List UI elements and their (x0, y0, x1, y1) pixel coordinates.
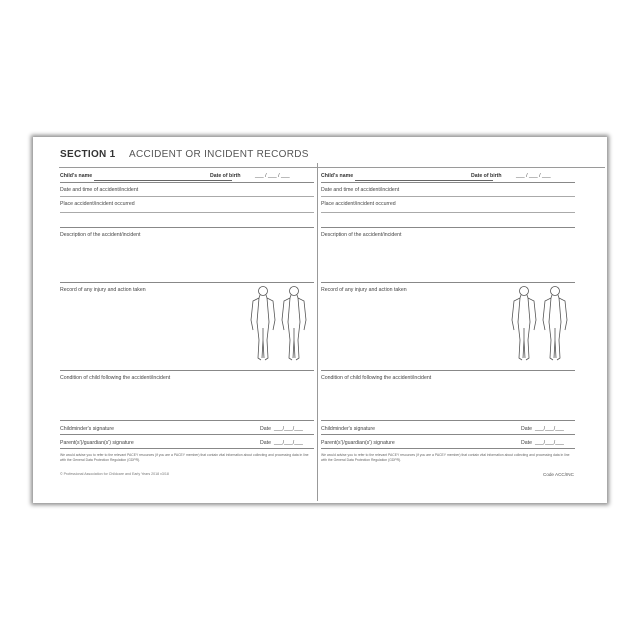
page-fold-divider (317, 163, 318, 501)
body-front-back-icon (509, 284, 571, 364)
row-rule (321, 434, 575, 435)
date-label: Date (521, 440, 532, 446)
parent-signature-label: Parent(s')/guardian(s') signature (321, 440, 395, 446)
row-rule (321, 212, 575, 213)
row-rule (321, 182, 575, 183)
childminder-signature-label: Childminder's signature (321, 426, 376, 432)
childs-name-label: Child's name (321, 173, 354, 179)
date-of-birth-field[interactable]: ___ / ___ / ___ (516, 173, 551, 179)
childs-name-field[interactable] (94, 180, 232, 181)
date-time-label: Date and time of accident/incident (321, 187, 400, 193)
row-rule (60, 370, 314, 371)
injury-label: Record of any injury and action taken (60, 287, 146, 293)
accident-record-sheet (33, 137, 607, 503)
date-label: Date (521, 426, 532, 432)
row-rule (60, 212, 314, 213)
date-of-birth-label: Date of birth (210, 173, 241, 179)
childs-name-label: Child's name (60, 173, 93, 179)
body-front-back-icon (248, 284, 310, 364)
section-number: SECTION 1 (60, 149, 116, 160)
row-rule (60, 182, 314, 183)
row-rule (60, 282, 314, 283)
condition-label: Condition of child following the accident/incident (60, 375, 171, 381)
row-rule (321, 370, 575, 371)
section-title: ACCIDENT OR INCIDENT RECORDS (129, 149, 309, 160)
date-label: Date (260, 426, 271, 432)
form-header (33, 137, 607, 161)
row-rule (60, 227, 314, 228)
childs-name-field[interactable] (355, 180, 493, 181)
parent-date-field[interactable]: ___/___/___ (535, 440, 564, 446)
parent-signature-label: Parent(s')/guardian(s') signature (60, 440, 134, 446)
childminder-date-field[interactable]: ___/___/___ (535, 426, 564, 432)
place-label: Place accident/incident occurred (321, 201, 396, 207)
description-label: Description of the accident/incident (321, 232, 402, 238)
description-label: Description of the accident/incident (60, 232, 141, 238)
row-rule (60, 196, 314, 197)
condition-label: Condition of child following the accident/incident (321, 375, 432, 381)
header-divider (59, 167, 605, 168)
row-rule (321, 282, 575, 283)
childminder-signature-label: Childminder's signature (60, 426, 115, 432)
gdpr-note: We would advise you to refer to the relevant PACEY resources (if you are a PACEY member) that contain vital information about collecting and processing data in line with the General Data Protection Regulation (GDPR). (321, 453, 570, 462)
form-code: Code ACC/INC (543, 472, 574, 477)
copyright-text: © Professional Association for Childcare and Early Years 2018 v3/18 (60, 472, 169, 476)
record-panel-left (60, 170, 314, 500)
row-rule (321, 196, 575, 197)
parent-date-field[interactable]: ___/___/___ (274, 440, 303, 446)
row-rule (321, 448, 575, 449)
date-of-birth-label: Date of birth (471, 173, 502, 179)
row-rule (60, 448, 314, 449)
record-panel-right (321, 170, 575, 500)
gdpr-note: We would advise you to refer to the relevant PACEY resources (if you are a PACEY member) that contain vital information about collecting and processing data in line with the General Data Protection Regulation (GDPR). (60, 453, 309, 462)
row-rule (60, 420, 314, 421)
childminder-date-field[interactable]: ___/___/___ (274, 426, 303, 432)
date-of-birth-field[interactable]: ___ / ___ / ___ (255, 173, 290, 179)
row-rule (321, 227, 575, 228)
date-time-label: Date and time of accident/incident (60, 187, 139, 193)
date-label: Date (260, 440, 271, 446)
place-label: Place accident/incident occurred (60, 201, 135, 207)
injury-label: Record of any injury and action taken (321, 287, 407, 293)
row-rule (321, 420, 575, 421)
row-rule (60, 434, 314, 435)
